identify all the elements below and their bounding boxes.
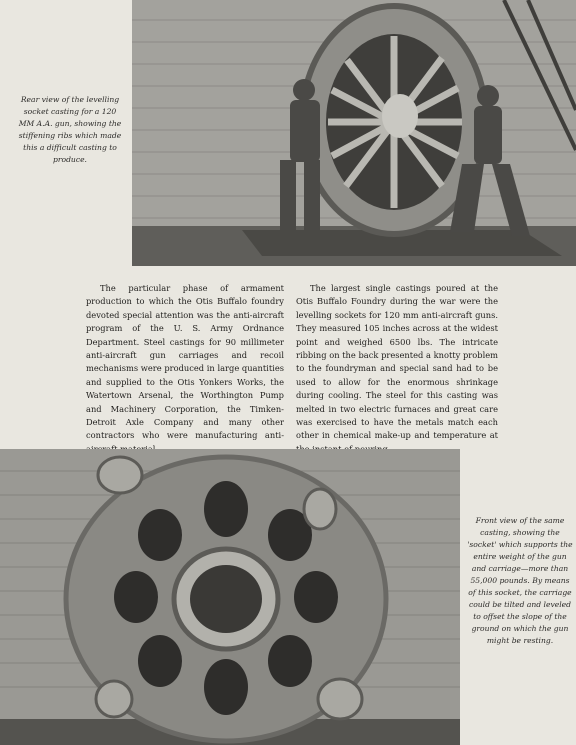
photo-front-view-casting [0, 449, 460, 745]
body-column-left: The particular phase of armament production to which the Otis Buffalo foundry devoted special attention was the anti-aircraft program of the U. S. Army Ordnance Department. Steel castings for 90 millimeter anti-aircraft gun carriages and recoil mechanisms were produced in large quantities and supplied to the Otis Yonkers Works, the Watertown Arsenal, the Worthington Pump and Machinery Corporation, the Timken-Detroit Axle Company and many other contractors who were manufacturing anti- [86, 283, 284, 441]
body-column-right: The largest single castings poured at the Otis Buffalo Foundry during the war were the levelling sockets for 120 mm anti-aircraft guns. They measured 105 inches across at the widest point and weighed 6500 lbs. The intricate ribbing on the back presented a knotty problem to the foundryman and special sand had to be used to allow for the enormous shrinkage during cooling. The steel for this casting was melted in two electric furnaces and great care was exercised to have the metals match each other in chemical make-up and temperature at [296, 283, 498, 441]
photo-rear-view-casting [132, 0, 576, 266]
caption-rear-view: Rear view of the levelling socket casting for a 120 MM A.A. gun, showing the stiffening ribs which made this a difficult casting to produce. [18, 95, 122, 164]
caption-front-view: Front view of the same casting, showing the 'socket' which supports the entire weight of the gun and carriage—more than 55,000 pounds. By means of this socket, the carriage could be tilted and leveled to offset the slope of the ground on which the gun might be resting. [467, 516, 573, 645]
